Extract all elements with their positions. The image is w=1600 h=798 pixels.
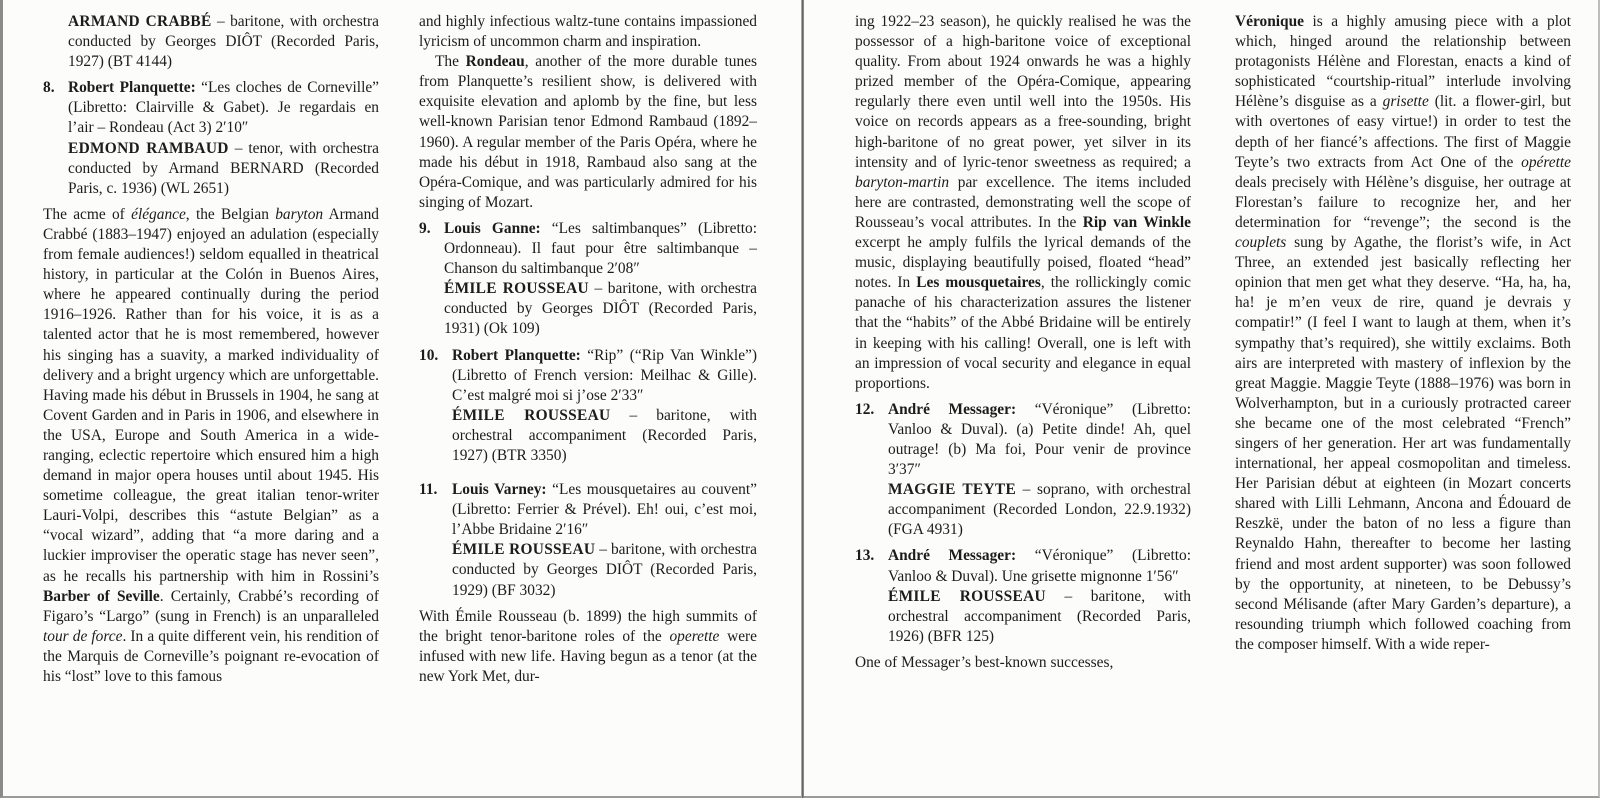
essay-paragraph-rousseau-continued <box>855 12 1191 394</box>
track-8 <box>43 78 379 199</box>
essay-paragraph-rambaud <box>419 52 757 213</box>
track-composer: André Messager: <box>888 400 1017 418</box>
performer-name: ÉMILE ROUSSEAU <box>444 280 589 298</box>
italic-term: baryton <box>275 205 324 223</box>
performer-details: – baritone, with orchestra conducted by Georges DIÔT (Recorded Paris, 1927) (BT 4144) <box>68 13 379 71</box>
bold-title: Les mousquetaires <box>916 274 1041 292</box>
track-composer: Louis Varney: <box>452 481 547 499</box>
essay-paragraph-messager: One of Messager’s best-known successes, <box>855 653 1114 671</box>
text: The acme of <box>43 205 132 223</box>
booklet-spine-fold <box>801 0 804 798</box>
text: Armand Crabbé (1883–1947) enjoyed an adulation (especially from female audiences!) seldom equalled in theatrical history, in particular at the Colón in Buenos Aires, where he appeared continually during the period 1916–1926. Rather than for his voice, it is as a talented actor that he is most remembered, however his singing has a suavity, a marked individuality of delivery and a bright urgency which are unforgettable. Having made his début in Brussels in 1904, he sang at Covent Garden and in Paris in 1906, and elsewhere in the USA, Europe and South America in a wide-ranging, eclectic repertoire which ensured him a high demand in major opera houses until about 1945. His sometime colleague, the great italian tenor-writer Lauri-Volpi, describes this “astute Belgian” as a “vocal wizard”, adding that “a more daring and a luckier improviser the operatic stage has never seen”, as he recalls his partnership with him in Rossini’s <box>43 205 379 585</box>
essay-paragraph-veronique <box>1235 12 1571 655</box>
bold-title: Barber of Seville <box>43 587 160 605</box>
italic-term: élégance <box>131 205 186 223</box>
track-number: 8. <box>43 79 55 97</box>
text: were infused with new life. Having begun as a tenor (at the new York Met, dur- <box>419 627 757 685</box>
track-11 <box>419 480 757 601</box>
track-10 <box>419 346 757 467</box>
text: deals precisely with Hélène’s disguise, her outrage at Florestan’s failure to recognize her, and her determination for “revenge”; the second is the <box>1235 173 1571 231</box>
track-work: “Rip” (“Rip Van Winkle”) (Libretto of French version: Meilhac & Gille). C’est malgré moi si j’ose 2′33″ <box>452 346 757 404</box>
essay-paragraph-rousseau <box>419 607 757 687</box>
right-column-1 <box>855 12 1191 673</box>
text: , the Belgian <box>185 205 276 223</box>
bold-title: Rip van Winkle <box>1082 213 1191 231</box>
text: is a highly amusing piece with a plot which, hinged around the relationship between protagonists Hélène and Florestan, enacts a kind of sophisticated “courtship-ritual” interlude involving Hélène’s disguise as a <box>1235 13 1571 111</box>
performer-name: ARMAND CRABBÉ <box>68 13 212 30</box>
italic-term: operette <box>669 627 720 645</box>
track-number: 10. <box>419 346 439 364</box>
track-12 <box>855 400 1191 541</box>
performer-name: MAGGIE TEYTE <box>888 481 1017 499</box>
text: , the rollickingly comic panache of his characterization assures the listener that the “habits” of the Abbé Bridaine will be entirely in keeping with his calling! Overall, one is left with an impression of vocal security and elegance in equal proportions. <box>855 274 1191 392</box>
track-number: 13. <box>855 547 875 565</box>
performer-details: – baritone, with orchestral accompaniment (Recorded Paris, 1927) (BTR 3350) <box>452 406 757 464</box>
text: . In a quite different vein, his rendition of the Marquis de Corneville’s poignant re-evocation of his “lost” love to this famous <box>43 627 379 685</box>
italic-term: grisette <box>1382 93 1429 111</box>
performer-details: – soprano, with orchestral accompaniment (Recorded London, 22.9.1932) (FGA 4931) <box>888 481 1192 539</box>
performer-name: ÉMILE ROUSSEAU <box>452 406 611 424</box>
left-column-1 <box>43 12 379 687</box>
performer-details: – baritone, with orchestral accompaniment (Recorded Paris, 1926) (BFR 125) <box>888 587 1191 645</box>
italic-term: couplets <box>1235 234 1287 252</box>
text: , another of the more durable tunes from Planquette’s resilient show, is delivered with exquisite elevation and aplomb by the fine, but less well-known Parisian tenor Edmond Rambaud (1892–1960). A regular member of the Paris Opéra, where he made his début in 1918, Rambaud also sang at the Opéra-Comique, and was particularly admired for his singing of Mozart. <box>419 53 757 211</box>
text: excerpt he amply fulfils the lyrical demands of the music, displaying beautifully poised, floated “head” notes. In <box>855 234 1191 292</box>
bold-title: Véronique <box>1235 13 1304 30</box>
left-column-2 <box>419 12 757 687</box>
track-composer: Robert Planquette: <box>452 346 581 364</box>
right-column-2 <box>1235 12 1571 655</box>
performer-details: – baritone, with orchestra conducted by Georges DIÔT (Recorded Paris, 1929) (BF 3032) <box>452 541 757 599</box>
text: With Émile Rousseau (b. 1899) the high summits of the bright tenor-baritone roles of the <box>419 607 757 645</box>
italic-term: opérette <box>1521 153 1571 171</box>
bold-title: Rondeau <box>465 53 525 71</box>
italic-term: tour de force <box>43 627 123 645</box>
essay-paragraph-crabbe <box>43 205 379 687</box>
track-number: 9. <box>419 219 431 237</box>
performer-name: EDMOND RAMBAUD <box>68 139 229 157</box>
performer-name: ÉMILE ROUSSEAU <box>452 541 596 559</box>
track-composer: Louis Ganne: <box>444 219 541 237</box>
track-work: “Véronique” (Libretto: Vanloo & Duval). (a) Petite dinde! Ah, quel outrage! (b) Ma foi, Pour venir de province 3′37″ <box>888 400 1191 479</box>
track-work: “Les cloches de Corneville” (Libretto: Clairville & Gabet). Je regardais en l’air – Rondeau (Act 3) 2′10″ <box>68 79 380 137</box>
text: par excellence. The items included here are contrasted, demonstrating well the scope of Rousseau’s vocal attributes. In the <box>855 173 1191 231</box>
track-13 <box>855 546 1191 646</box>
text: The <box>435 53 466 71</box>
track-work: “Les mousquetaires au couvent” (Libretto: Ferrier & Prével). Eh! oui, c’est moi, l’Abbe Bridaine 2′16″ <box>452 481 757 539</box>
right-page <box>803 0 1600 798</box>
performer-credit-7 <box>43 12 379 72</box>
track-composer: André Messager: <box>888 547 1017 565</box>
track-work: “Véronique” (Libretto: Vanloo & Duval). Une grisette mignonne 1′56″ <box>888 547 1191 585</box>
track-9 <box>419 219 757 340</box>
essay-paragraph-continued: and highly infectious waltz-tune contains impassioned lyricism of uncommon charm and inspiration. <box>419 13 757 51</box>
performer-details: – tenor, with orchestra conducted by Armand BERNARD (Recorded Paris, c. 1936) (WL 2651) <box>68 139 380 197</box>
track-number: 11. <box>419 481 438 499</box>
track-work: “Les saltimbanques” (Libretto: Ordonneau). Il faut pour être saltimbanque – Chanson du saltimbanque 2′08″ <box>444 219 757 278</box>
track-composer: Robert Planquette: <box>68 79 196 97</box>
text: ing 1922–23 season), he quickly realised he was the possessor of a high-baritone voice of exceptional quality. From about 1924 onwards he was a highly prized member of the Opéra-Comique, appearing regularly there even until well into the 1950s. His voice on records appears as a free-sounding, bright high-baritone of no great power, yet silver in its intensity and of lyric-tenor sweetness as required; a <box>855 13 1191 171</box>
text: (lit. a flower-girl, but with overtones of easy virtue!) in order to test the depth of her fiancé’s affections. The first of Maggie Teyte’s two extracts from Act One of the <box>1235 93 1571 171</box>
performer-name: ÉMILE ROUSSEAU <box>888 587 1046 605</box>
track-number: 12. <box>855 400 875 418</box>
performer-details: – baritone, with orchestra conducted by Georges DIÔT (Recorded Paris, 1931) (Ok 109) <box>444 280 757 338</box>
text: . Certainly, Crabbé’s recording of Figaro’s “Largo” (sung in French) is an unparalleled <box>43 587 380 625</box>
italic-term: baryton-martin <box>855 173 950 191</box>
text: sung by Agathe, the florist’s wife, in Act Three, an extended jest basically reflecting her opinion that men get what they deserve. “Ha, ha, ha, ha! je m’en veux de rire, quand je devrais y compatir!” (I feel I want to laugh at them, when it’s sympathy that’s required), she wittily exclaims. Both airs are interpreted with mastery of inflexion by the great Maggie. Maggie Teyte (1888–1976) was born in Wolverhampton, but in a curiously protracted career she became one of the most celebrated “French” singers of her generation. Her art was fundamentally international, her appeal cosmopolitan and timeless. Her Parisian début at eighteen (in Mozart concerts shared with Lilli Lehmann, Ancona and Édouard de Reszkë, under the baton of no less a figure than Reynaldo Hahn, thereafter to become her lasting friend and most ardent supporter) was soon followed by the opportunity, at nineteen, to be Debussy’s second Mélisande (after Mary Garden’s departure), a resounding triumph which followed coaching from the composer himself. With a wide reper- <box>1235 234 1571 653</box>
